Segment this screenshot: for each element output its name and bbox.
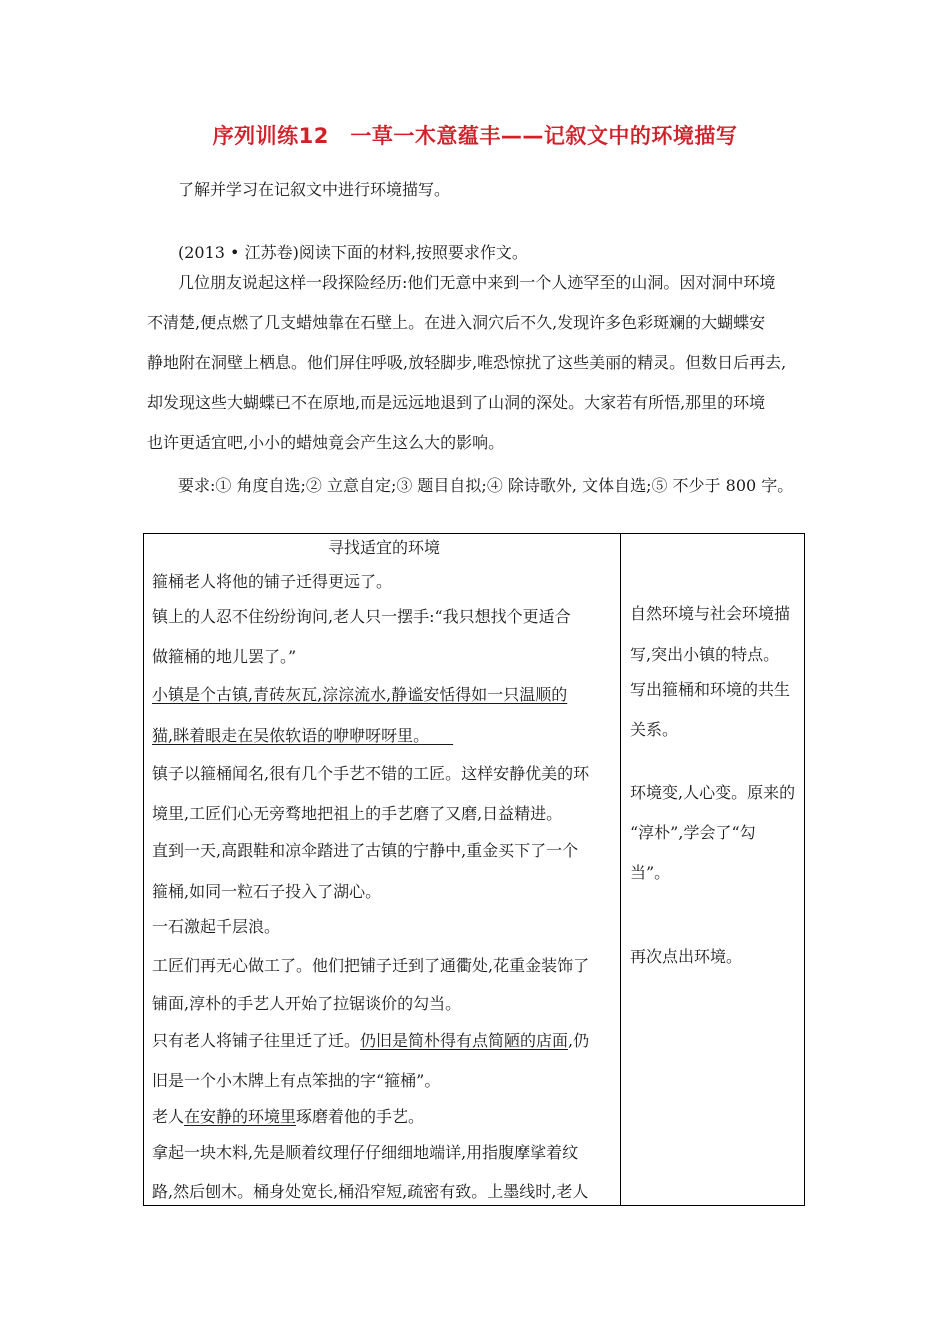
essay-line [152, 1031, 589, 1051]
essay-text: 琢磨着他的手艺。 [296, 1107, 425, 1126]
material-line: 几位朋友说起这样一段探险经历:他们无意中来到一个人迹罕至的山洞。因对洞中环境 [178, 273, 776, 292]
material-line: 不清楚,便点燃了几支蜡烛靠在石壁上。在进入洞穴后不久,发现许多色彩斑斓的大蝴蝶安 [147, 313, 766, 332]
essay-text: 只有老人将铺子往里迁了迁。 [152, 1031, 361, 1050]
essay-line: 直到一天,高跟鞋和凉伞踏进了古镇的宁静中,重金买下了一个 [152, 841, 579, 860]
prompt-source: (2013 • 江苏卷)阅读下面的材料,按照要求作文。 [178, 243, 528, 262]
material-line: 静地附在洞壁上栖息。他们屏住呼吸,放轻脚步,唯恐惊扰了这些美丽的精灵。但数日后再去, [147, 353, 787, 372]
essay-line [152, 1107, 424, 1127]
note-line: 当”。 [630, 863, 671, 882]
essay-line: 一石激起千层浪。 [152, 917, 281, 936]
essay-title: 寻找适宜的环境 [327, 538, 440, 557]
column-divider [620, 534, 621, 1205]
essay-line-underlined: 小镇是个古镇,青砖灰瓦,淙淙流水,静谧安恬得如一只温顺的 [152, 685, 568, 704]
material-line: 也许更适宜吧,小小的蜡烛竟会产生这么大的影响。 [147, 433, 505, 452]
essay-text: ,仍 [568, 1031, 590, 1050]
note-line: “淳朴”,学会了“勾 [630, 823, 756, 842]
essay-line: 旧是一个小木牌上有点笨拙的字“箍桶”。 [152, 1071, 441, 1090]
essay-line: 做箍桶的地儿罢了。” [152, 647, 297, 666]
essay-underlined-phrase: 在安静的环境里 [184, 1107, 297, 1126]
essay-line: 箍桶,如同一粒石子投入了湖心。 [152, 882, 382, 901]
material-line: 却发现这些大蝴蝶已不在原地,而是远远地退到了山洞的深处。大家若有所悟,那里的环境 [147, 393, 766, 412]
essay-line: 拿起一块木料,先是顺着纹理仔仔细细地端详,用指腹摩挲着纹 [152, 1143, 579, 1162]
note-line: 环境变,人心变。原来的 [630, 783, 796, 802]
note-line: 写,突出小镇的特点。 [630, 645, 780, 664]
note-line: 自然环境与社会环境描 [630, 604, 791, 623]
essay-line: 箍桶老人将他的铺子迁得更远了。 [152, 572, 393, 591]
material-text [147, 263, 817, 463]
essay-line: 路,然后刨木。桶身处宽长,桶沿窄短,疏密有致。上墨线时,老人 [152, 1182, 589, 1201]
essay-line: 铺面,淳朴的手艺人开始了拉锯谈价的勾当。 [152, 994, 462, 1013]
essay-underlined-phrase: 仍旧是简朴得有点简陋的店面 [360, 1031, 569, 1050]
essay-line: 境里,工匠们心无旁骛地把祖上的手艺磨了又磨,日益精进。 [152, 804, 563, 823]
essay-line-text: 猫,眯着眼走在吴侬软语的咿咿呀呀里。 [152, 726, 422, 745]
requirements: 要求:① 角度自选;② 立意自定;③ 题目自拟;④ 除诗歌外, 文体自选;⑤ 不少于 800 字。 [178, 476, 794, 495]
essay-line: 镇上的人忍不住纷纷询问,老人只一摆手:“我只想找个更适合 [152, 607, 571, 626]
learning-objective: 了解并学习在记叙文中进行环境描写。 [178, 180, 451, 199]
essay-text: 老人 [152, 1107, 185, 1126]
essay-line: 工匠们再无心做工了。他们把铺子迁到了通衢处,花重金装饰了 [152, 956, 590, 975]
note-line: 关系。 [630, 720, 679, 739]
note-line: 写出箍桶和环境的共生 [630, 680, 791, 699]
note-line: 再次点出环境。 [630, 947, 743, 966]
essay-line: 镇子以箍桶闻名,很有几个手艺不错的工匠。这样安静优美的环 [152, 764, 590, 783]
essay-line-underlined [152, 726, 453, 746]
page-title: 序列训练12 一草一木意蕴丰——记叙文中的环境描写 [212, 124, 738, 148]
annotated-essay-table [143, 533, 805, 1206]
